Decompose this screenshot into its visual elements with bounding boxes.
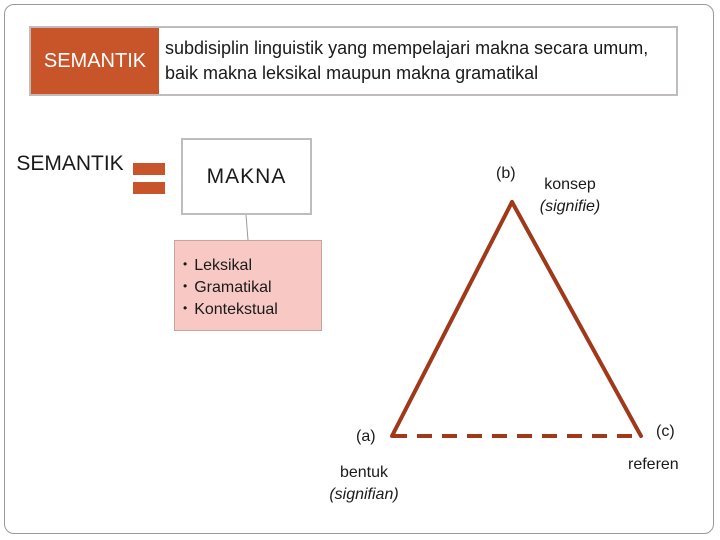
form-label <box>318 462 410 506</box>
definition-term: SEMANTIK <box>31 28 159 94</box>
concept-term: (signifie) <box>539 198 601 215</box>
triangle-left-side <box>392 202 512 436</box>
referent-label: referen <box>628 456 679 473</box>
triangle-right-side <box>512 202 641 436</box>
left-vertex-label: (a) <box>356 428 376 445</box>
definition-text: subdisiplin linguistik yang mempelajari makna secara umum, baik makna leksikal maupun makna gramatikal <box>165 38 649 83</box>
concept-label <box>530 174 610 218</box>
meaning-type-item: • Kontekstual <box>183 299 321 321</box>
semantik-title: SEMANTIK <box>16 152 124 175</box>
meaning-type-item: • Gramatikal <box>183 277 321 299</box>
meaning-types-list <box>183 255 321 321</box>
right-vertex-label: (c) <box>656 423 675 440</box>
meaning-type-item: • Leksikal <box>183 255 321 277</box>
form-term: (signifian) <box>329 486 399 503</box>
form-name: bentuk <box>339 464 389 481</box>
makna-box: MAKNA <box>181 138 312 215</box>
connector-line <box>246 215 248 240</box>
apex-label: (b) <box>496 165 516 182</box>
concept-name: konsep <box>544 176 596 193</box>
meaning-types-box <box>174 240 322 331</box>
